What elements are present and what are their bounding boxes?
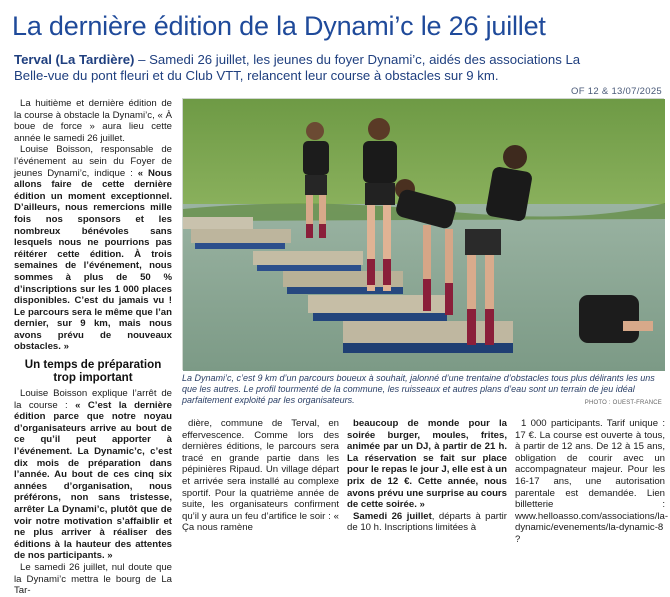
article-subhead: Un temps de préparation trop important: [24, 358, 162, 385]
quote-1-lead: Louise Boisson, responsable de l’événement au sein du Foyer de jeunes Dynami’c, indique :: [14, 144, 172, 179]
body-column-c: [515, 418, 669, 546]
article-headline: La dernière édition de la Dynami’c le 26 juillet: [12, 11, 546, 41]
article-lead: [14, 52, 614, 84]
paragraph-quote-2: [14, 388, 172, 562]
quote-2-lead: Louise Boisson explique l’arrêt de la course :: [14, 388, 172, 411]
paragraph-intro: La huitième et dernière édition de la course à obstacle la Dynami’c, « À boue de force » aura lieu cette année le samedi 26 juillet.: [14, 98, 172, 144]
quote-2-text: « C’est la dernière édition parce que notre noyau d’organisateurs arrive au bout de ce qu’il peut apporter à l’événement. La Dynamic’c, c’est dix mois de préparation dans l’année. Au bout de ces cinq six années d’organisation, nous préférons, non sans tristesse, arrêter La Dynami’c, plutôt que de voir notre motivation s’affaiblir et ne plus arriver à réaliser des éditions à la hauteur des attentes de nos participants. »: [14, 399, 172, 562]
obstacle-course-photo: [183, 99, 665, 371]
paragraph-conclusion-start: Le samedi 26 juillet, nul doute que la Dynami’c mettra le bourg de La Tar-: [14, 561, 172, 597]
paragraph-evening: beaucoup de monde pour la soirée burger, moules, frites, animée par un DJ, à partir de 21 h. La réservation se fait sur place pour le repas le jour J, elle est à un prix de 12 €. Cette année, nous avons prévu une surprise au cours de cette soirée. »: [347, 418, 507, 511]
paragraph-practical-info: 1 000 participants. Tarif unique : 17 €. La course est ouverte à tous, à partir de 12 ans. De 12 à 15 ans, obligation de courir avec un accompagnateur majeur. Pour les 16-17 ans, une autorisation parentale est demandée. Lien billetterie : www.helloasso.com/associations/la-dynamic/evenements/la-dynamic-8 ?: [515, 418, 669, 545]
article-photo: [182, 98, 664, 370]
body-column-a: [182, 418, 339, 534]
photo-caption: La Dynami’c, c’est 9 km d’un parcours boueux à souhait, jalonné d’une trentaine d’obstacles tous plus délirants les uns que les autres. Le profil tourmenté de la commune, les ruisseaux et autres plans d’eau sont un terrain de jeu idéal parfaitement exploité par les organisateurs.: [182, 373, 655, 405]
paragraph-start: [347, 511, 507, 534]
photo-credit: PHOTO : OUEST-FRANCE: [584, 400, 662, 406]
paragraph-quote-1: [14, 144, 172, 353]
publication-date: OF 12 & 13/07/2025: [571, 86, 662, 97]
lead-place: Terval (La Tardière): [14, 52, 135, 67]
paragraph-village: dière, commune de Terval, en effervescence. Comme lors des dernières éditions, le parcours sera tracé en grande partie dans les pépinières Ripaud. Un village départ et arrivée sera installé au complexe sportif. Pour la quatrième année de suite, les organisateurs confirment qu’il y aura un feu d’artifice le soir : « Ça nous ramène: [182, 418, 339, 534]
quote-1-text: « Nous allons faire de cette dernière édition un moment exceptionnel. D’ailleurs, nous remercions mille fois nos sponsors et les nombreux bénévoles sans lesquels nous ne pourrions pas réitérer cette édition. À trois semaines de l’événement, nous sommes à plus de 50 % d’inscriptions sur les 1 000 places disponibles. C’est du jamais vu ! Le parcours sera le même que l’an dernier, sur 9 km, mais nous avons prévu de nouveaux obstacles. »: [14, 167, 172, 353]
body-column-b: [347, 418, 507, 534]
left-column: [14, 98, 172, 597]
start-date: Samedi 26 juillet: [353, 510, 432, 522]
lead-text: – Samedi 26 juillet, les jeunes du foyer Dynami’c, aidés des associations La Belle-vue du pont fleuri et du Club VTT, relancent leur course à obstacles sur 9 km.: [14, 52, 581, 83]
start-details: , départs à partir de 10 h. Inscriptions limitées à: [347, 510, 507, 534]
